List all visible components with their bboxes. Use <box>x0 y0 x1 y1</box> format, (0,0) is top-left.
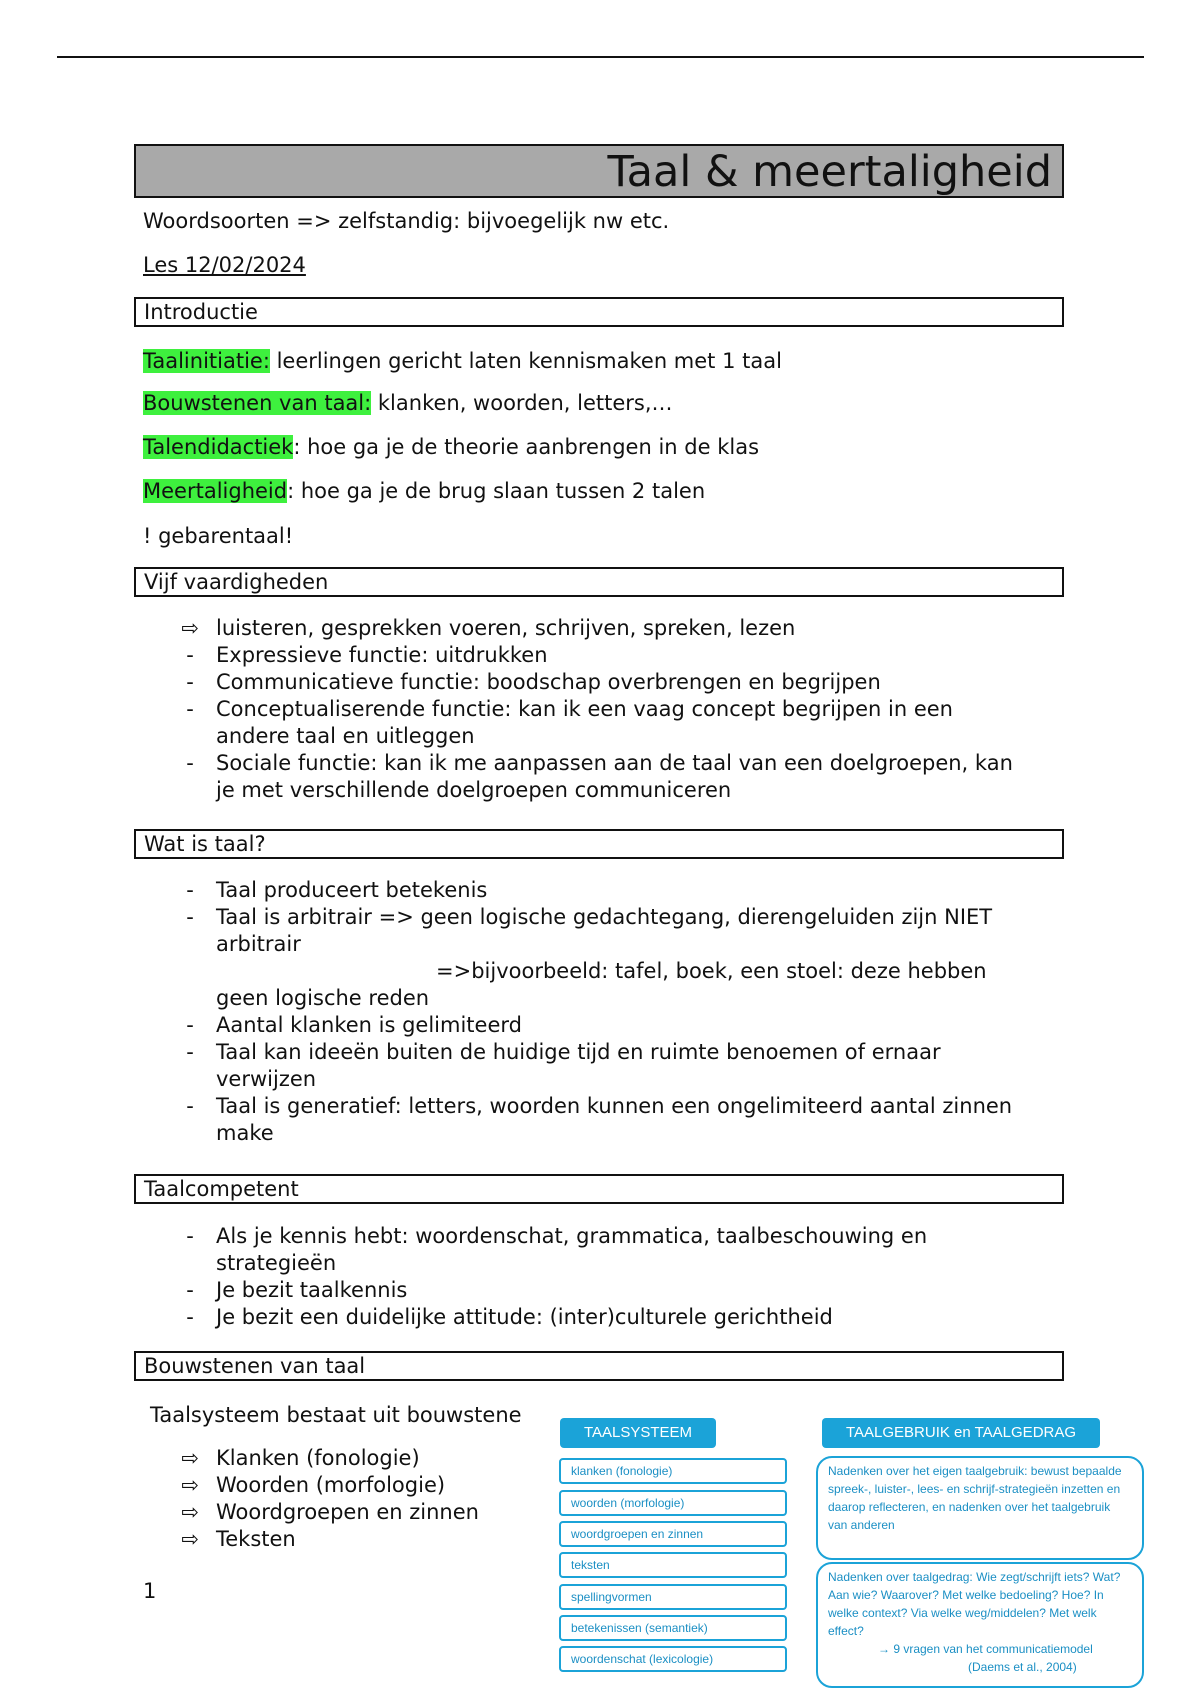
gebarentaal-note: ! gebarentaal! <box>143 524 294 548</box>
diagram-pill: betekenissen (semantiek) <box>559 1615 787 1641</box>
dash-bullet-icon: - <box>186 1305 194 1329</box>
diagram-pill: woordgroepen en zinnen <box>559 1521 787 1547</box>
section-taalcompetent: Taalcompetent <box>134 1174 1064 1204</box>
list-item: ⇨ Woordgroepen en zinnen <box>181 1500 479 1524</box>
diagram-pill: teksten <box>559 1552 787 1578</box>
list-item: - Taal produceert betekenis <box>180 877 1040 904</box>
intro-text: leerlingen gericht laten kennismaken met 1 taal <box>269 349 782 373</box>
list-item: ⇨ Teksten <box>181 1527 296 1551</box>
diagram-pill: spellingvormen <box>559 1584 787 1610</box>
dash-bullet-icon: - <box>186 1094 194 1118</box>
intro-item <box>143 478 705 504</box>
list-item: ⇨ Woorden (morfologie) <box>181 1473 446 1497</box>
list-item: - Taal is generatief: letters, woorden kunnen een ongelimiteerd aantal zinnen make <box>180 1093 1040 1147</box>
dash-bullet-icon: - <box>186 905 194 929</box>
dash-bullet-icon: - <box>186 1278 194 1302</box>
dash-bullet-icon: - <box>186 878 194 902</box>
taalgebruik-bubble: Nadenken over het eigen taalgebruik: bewust bepaalde spreek-, luister-, lees- en schrijf-strategieën inzetten en daarop reflecteren, en nadenken over het taalgebruik van anderen <box>816 1456 1144 1560</box>
taalgebruik-header: TAALGEBRUIK en TAALGEDRAG <box>822 1418 1100 1448</box>
intro-text: : hoe ga je de brug slaan tussen 2 talen <box>287 479 706 503</box>
dash-bullet-icon: - <box>186 1224 194 1248</box>
intro-line: Woordsoorten => zelfstandig: bijvoegelijk nw etc. <box>143 209 670 233</box>
list-item: - Je bezit taalkennis <box>180 1277 1040 1304</box>
diagram-pill: woordenschat (lexicologie) <box>559 1646 787 1672</box>
list-item: ⇨ Klanken (fonologie) <box>181 1446 420 1470</box>
dash-bullet-icon: - <box>186 1040 194 1064</box>
arrow-bullet-icon: ⇨ <box>181 1473 199 1497</box>
section-wat-is-taal: Wat is taal? <box>134 829 1064 859</box>
diagram-pill: woorden (morfologie) <box>559 1490 787 1516</box>
intro-term: Bouwstenen van taal: <box>143 391 372 415</box>
section-vaardigheden: Vijf vaardigheden <box>134 567 1064 597</box>
bouwstenen-lead: Taalsysteem bestaat uit bouwstene <box>150 1403 522 1427</box>
list-item: - Aantal klanken is gelimiteerd <box>180 1012 1040 1039</box>
list-item: - Taal kan ideeën buiten de huidige tijd en ruimte benoemen of ernaar verwijzen <box>180 1039 1040 1093</box>
bouwstenen-list <box>180 1445 540 1553</box>
list-item: - Conceptualiserende functie: kan ik een vaag concept begrijpen in een andere taal en uitleggen <box>180 696 1040 750</box>
dash-bullet-icon: - <box>186 751 194 775</box>
page-title: Taal & meertaligheid <box>134 144 1064 198</box>
intro-term: Talendidactiek <box>143 435 294 459</box>
list-item: - Expressieve functie: uitdrukken <box>180 642 1040 669</box>
intro-item <box>143 348 782 374</box>
diagram-pill: klanken (fonologie) <box>559 1458 787 1484</box>
taalcompetent-list <box>180 1223 1040 1331</box>
top-rule <box>57 56 1144 58</box>
arrow-bullet-icon: ⇨ <box>181 1500 199 1524</box>
list-item: - Als je kennis hebt: woordenschat, grammatica, taalbeschouwing en strategieën <box>180 1223 1040 1277</box>
section-introductie: Introductie <box>134 297 1064 327</box>
taalgedrag-bubble: Nadenken over taalgedrag: Wie zegt/schrijft iets? Wat? Aan wie? Waarover? Met welke bedoeling? Hoe? In welke context? Via welke weg/middelen? Met welk effect? → 9 vragen van het communicatiemodel (Daems et al., 2004) <box>816 1562 1144 1688</box>
dash-bullet-icon: - <box>186 1013 194 1037</box>
intro-text: klanken, woorden, letters,… <box>371 391 673 415</box>
section-bouwstenen: Bouwstenen van taal <box>134 1351 1064 1381</box>
list-item: - Taal is arbitrair => geen logische gedachtegang, dierengeluiden zijn NIET arbitrair =>bijvoorbeeld: tafel, boek, een stoel: deze hebben geen logische reden <box>180 904 1040 1012</box>
intro-term: Meertaligheid <box>143 479 288 503</box>
dash-bullet-icon: - <box>186 643 194 667</box>
arrow-bullet-icon: ⇨ <box>181 1446 199 1470</box>
dash-bullet-icon: - <box>186 697 194 721</box>
taalsysteem-header: TAALSYSTEEM <box>560 1418 716 1448</box>
vaardigheden-list <box>180 615 1040 804</box>
list-item: - Je bezit een duidelijke attitude: (inter)culturele gerichtheid <box>180 1304 1040 1331</box>
dash-bullet-icon: - <box>186 670 194 694</box>
intro-term: Taalinitiatie: <box>143 349 270 373</box>
lesson-date: Les 12/02/2024 <box>143 253 306 277</box>
intro-item <box>143 434 759 460</box>
arrow-bullet-icon: ⇨ <box>181 616 199 640</box>
list-item: - Communicatieve functie: boodschap overbrengen en begrijpen <box>180 669 1040 696</box>
wat-is-taal-list <box>180 877 1040 1147</box>
arrow-bullet-icon: ⇨ <box>181 1527 199 1551</box>
list-item: - Sociale functie: kan ik me aanpassen aan de taal van een doelgroepen, kan je met verschillende doelgroepen communiceren <box>180 750 1040 804</box>
list-item: ⇨ luisteren, gesprekken voeren, schrijven, spreken, lezen <box>181 616 796 640</box>
taalsysteem-diagram <box>556 1416 1156 1692</box>
intro-item <box>143 390 673 416</box>
page-number: 1 <box>143 1579 157 1603</box>
intro-text: : hoe ga je de theorie aanbrengen in de klas <box>293 435 760 459</box>
